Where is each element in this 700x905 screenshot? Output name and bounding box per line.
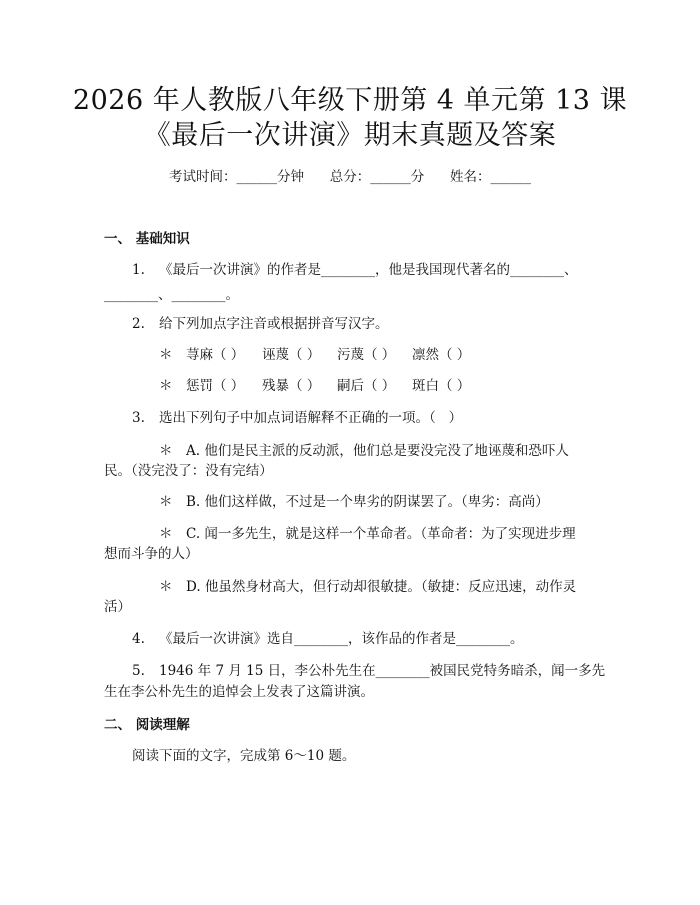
reading-intro: 阅读下面的文字，完成第 6～10 题。	[132, 748, 356, 764]
exam-info: 考试时间：______分钟 总分：______分 姓名：______	[169, 169, 531, 185]
option-c-line1: C. 闻一多先生，就是这样一个革命者。（革命者：为了实现进步理	[186, 526, 576, 542]
question-1-line2: ________、________。	[104, 287, 239, 303]
bullet-icon: ＊	[159, 579, 173, 595]
document-title-line1: 2026 年人教版八年级下册第 4 单元第 13 课	[72, 85, 628, 116]
bullet-icon: ＊	[159, 494, 173, 510]
pinyin-item: 诬蔑（ ）	[262, 347, 321, 363]
section-heading-basic-knowledge: 一、 基础知识	[104, 231, 190, 247]
question-5-line1: 1946 年 7 月 15 日，李公朴先生在________被国民党特务暗杀，闻一多先	[159, 663, 606, 679]
option-c-line2: 想而斗争的人）	[104, 546, 199, 562]
question-number-1: 1.	[132, 262, 145, 278]
pinyin-item: 嗣后（ ）	[337, 378, 396, 394]
pinyin-item: 惩罚（ ）	[186, 378, 245, 394]
pinyin-item: 荨麻（ ）	[186, 347, 245, 363]
pinyin-item: 凛然（ ）	[412, 347, 471, 363]
question-5-line2: 生在李公朴先生的追悼会上发表了这篇讲演。	[104, 684, 374, 700]
bullet-icon: ＊	[159, 378, 173, 394]
option-b: B. 他们这样做，不过是一个卑劣的阴谋罢了。（卑劣：高尚）	[186, 494, 549, 510]
option-d-line1: D. 他虽然身材高大，但行动却很敏捷。（敏捷：反应迅速，动作灵	[186, 579, 577, 595]
pinyin-item: 斑白（ ）	[412, 378, 471, 394]
bullet-icon: ＊	[159, 443, 173, 459]
pinyin-item: 残暴（ ）	[262, 378, 321, 394]
question-4-text: 《最后一次讲演》选自________，该作品的作者是________。	[159, 631, 524, 647]
question-number-3: 3.	[132, 410, 145, 426]
section-heading-reading: 二、 阅读理解	[104, 717, 190, 733]
document-title-line2: 《最后一次讲演》期末真题及答案	[143, 120, 557, 151]
question-number-4: 4.	[132, 631, 145, 647]
question-number-5: 5.	[132, 663, 145, 679]
pinyin-item: 污蔑（ ）	[337, 347, 396, 363]
question-number-2: 2.	[132, 316, 145, 332]
option-d-line2: 活）	[104, 599, 131, 615]
bullet-icon: ＊	[159, 526, 173, 542]
question-2-text: 给下列加点字注音或根据拼音写汉字。	[159, 316, 389, 332]
question-1-line1: 《最后一次讲演》的作者是________，他是我国现代著名的________、	[159, 262, 578, 278]
question-3-text: 选出下列句子中加点词语解释不正确的一项。（ ）	[159, 410, 463, 426]
option-a-line1: A. 他们是民主派的反动派，他们总是要没完没了地诬蔑和恐吓人	[186, 443, 569, 459]
bullet-icon: ＊	[159, 347, 173, 363]
option-a-line2: 民。（没完没了：没有完结）	[104, 463, 273, 479]
